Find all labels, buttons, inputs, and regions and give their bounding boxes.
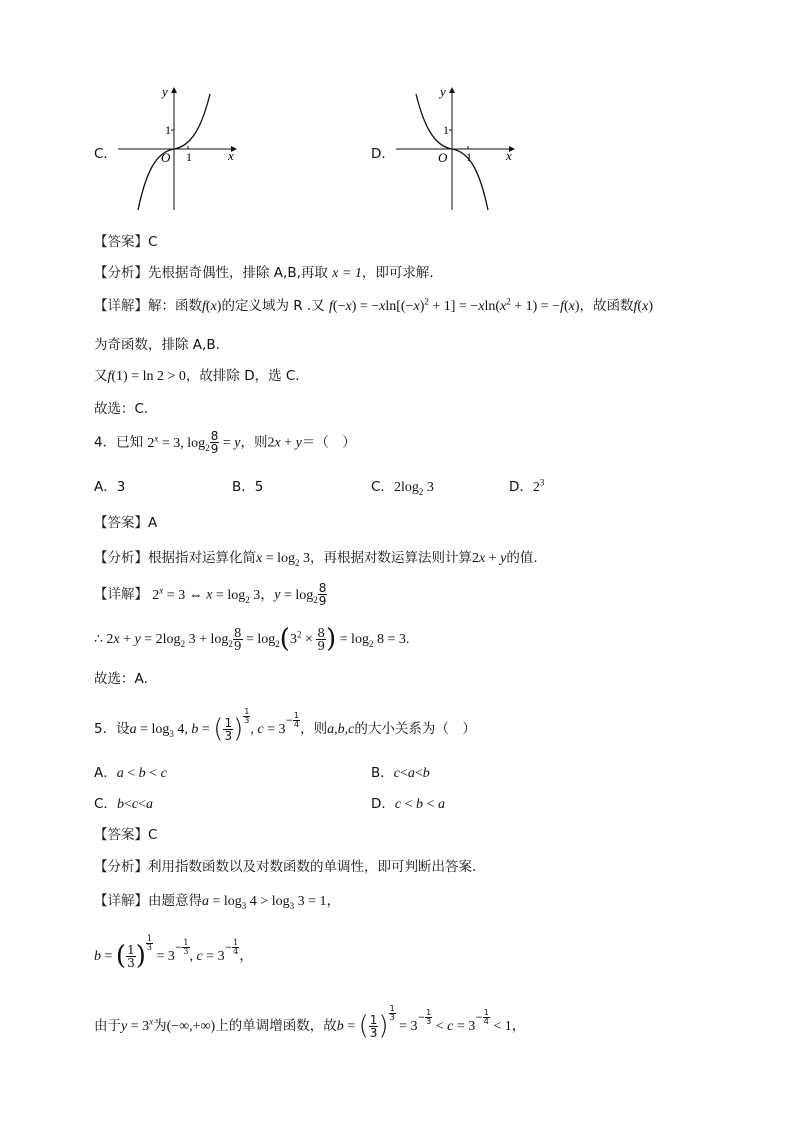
q4-option-c: C．$2\log_2$ 3 xyxy=(371,479,434,497)
detail-text: ，故函数 xyxy=(579,298,634,314)
stem-text: ，则 xyxy=(240,434,268,451)
q3-answer xyxy=(94,230,157,250)
q3-detail-line1: 【详解】解：函数f(x)的定义域为 R .又 $f(-x) = -xln[(-x)^2 + 1] = -xln(x^2 + 1) = -f(x)$，故函数f(x) xyxy=(94,296,653,314)
stem-text: 5．设 xyxy=(94,721,130,737)
tick-x-label: 1 xyxy=(466,150,472,164)
stem-text: ＝（ ） xyxy=(301,434,356,451)
option-label: B． xyxy=(371,765,394,781)
q4-analysis: 【分析】根据指对运算化简$x = \log_2 3$，再根据对数运算法则计算2x + y的值. xyxy=(94,550,538,568)
stem-text: 的大小关系为（ ） xyxy=(354,721,476,737)
analysis-text: 先根据奇偶性，排除 A,B,再取 xyxy=(148,265,328,281)
answer-tag: 【答案】 xyxy=(94,234,148,250)
detail-text: 的定义域为 R .又 xyxy=(221,298,325,314)
q5-stem: 5．设$a = \log_3 4$, b = ( $\frac{1}{3}$ ) $^{\frac{1}{3}}$ , $c = 3^{- \frac{1}{4}}$ ，则a,b,c的大小关系为（ ） xyxy=(94,707,476,744)
detail-text: 由于 xyxy=(94,1018,121,1034)
option-d-label: D． xyxy=(371,146,395,162)
q4-answer xyxy=(94,511,157,531)
x-label: x xyxy=(506,148,512,163)
analysis-tag: 【分析】 xyxy=(94,859,148,875)
q5-option-c: C．b<c<a xyxy=(94,796,153,812)
q5-answer xyxy=(94,823,157,843)
q3-detail-line2: 为奇函数，排除 A,B. xyxy=(94,337,220,353)
q5-option-d: D．c < b < a xyxy=(371,796,445,812)
detail-text: 上的单调增函数，故 xyxy=(215,1018,337,1034)
stem-text: ，则 xyxy=(300,721,328,737)
origin-label: O xyxy=(438,150,448,165)
detail-text: 又 xyxy=(94,368,108,384)
analysis-tag: 【分析】 xyxy=(94,265,148,281)
answer-value: C xyxy=(148,827,158,843)
x-label: x xyxy=(228,148,234,163)
analysis-text: 利用指数函数以及对数函数的单调性，即可判断出答案. xyxy=(148,859,477,875)
q4-detail-line1: 【详解】 $2^x = 3$ ⇔ $x = \log_2 3$，$y = \log_2$ $\frac{8}{9}$ xyxy=(94,581,327,608)
detail-text: ，故排除 D，选 C. xyxy=(185,368,300,384)
tick-x-label: 1 xyxy=(186,150,192,164)
option-label: C． xyxy=(371,479,394,495)
q4-option-b: B．5 xyxy=(232,479,264,495)
q4-detail-line2: ∴ $2x + y = 2\log_2$ $3 + \log_2$ $\frac{8}{9}$ = $\log_2(3^2$ × $\frac{8}{9}$ ) = $\log_2 8 = 3$. xyxy=(94,624,410,654)
analysis-text-end: ，即可求解. xyxy=(361,265,434,281)
detail-tag: 【详解】 xyxy=(94,893,148,909)
option-c-label: C． xyxy=(94,146,117,162)
q5-option-b: B．c<a<b xyxy=(371,765,430,781)
tick-y-label: 1 xyxy=(165,123,171,137)
q4-option-a: A．3 xyxy=(94,479,126,495)
q5-detail-line2: b = ( $\frac{1}{3}$ ) $^{\frac{1}{3}}$ = $3^{- \frac{1}{3}}$ , $c = 3^{- \frac{1}{4}}$ ， xyxy=(94,934,254,971)
graph-d xyxy=(396,82,521,212)
stem-text: 4．已知 xyxy=(94,434,144,451)
q3-detail-line3: 又f(1) = ln 2 > 0，故排除 D，选 C. xyxy=(94,368,300,384)
tick-y-label: 1 xyxy=(443,123,449,137)
answer-value: A xyxy=(148,515,158,531)
graph-c xyxy=(118,82,243,212)
detail-text: 由题意得 xyxy=(148,893,202,909)
option-label: C． xyxy=(94,796,117,812)
q5-option-a: A．a < b < c xyxy=(94,765,167,781)
y-label: y xyxy=(440,84,446,99)
q5-detail-line1: 【详解】由题意得$a = \log_3 4 > \log_3 3 = 1$， xyxy=(94,893,341,911)
origin-label: O xyxy=(161,150,171,165)
analysis-text: 的值. xyxy=(506,550,538,566)
option-label: D． xyxy=(371,796,395,812)
q3-conclusion: 故选：C. xyxy=(94,401,149,417)
option-label: D． xyxy=(509,479,533,495)
detail-text: 解：函数 xyxy=(148,298,202,314)
detail-text: 为 xyxy=(153,1018,167,1034)
option-label: A． xyxy=(94,765,117,781)
q4-option-d: D．$2^3$ xyxy=(509,477,545,495)
analysis-tag: 【分析】 xyxy=(94,550,148,566)
q3-analysis xyxy=(94,261,434,282)
detail-tag: 【详解】 xyxy=(94,586,148,603)
q4-conclusion: 故选：A. xyxy=(94,671,148,687)
y-label: y xyxy=(162,84,168,99)
analysis-text: 根据指对运算化简 xyxy=(148,550,256,566)
answer-value: C xyxy=(148,234,158,250)
detail-tag: 【详解】 xyxy=(94,298,148,314)
analysis-math: x = 1 xyxy=(332,266,362,281)
q5-detail-line3: 由于$y = 3^x$为(−∞,+∞)上的单调增函数，故b = ( $\frac{1}{3}$ ) $^{\frac{1}{3}}$ = $3^{- \frac{1}{3}}$ < $c = 3^{- \frac{1}{4}}$ < 1， xyxy=(94,1004,526,1041)
analysis-text: ，再根据对数运算法则计算 xyxy=(310,550,473,566)
answer-tag: 【答案】 xyxy=(94,827,148,843)
q4-stem: 4．已知 $2^x = 3$, $\log_2$ $\frac{8}{9}$ = y，则2x + y＝（ ） xyxy=(94,429,356,456)
answer-tag: 【答案】 xyxy=(94,515,148,531)
q5-analysis xyxy=(94,855,476,875)
